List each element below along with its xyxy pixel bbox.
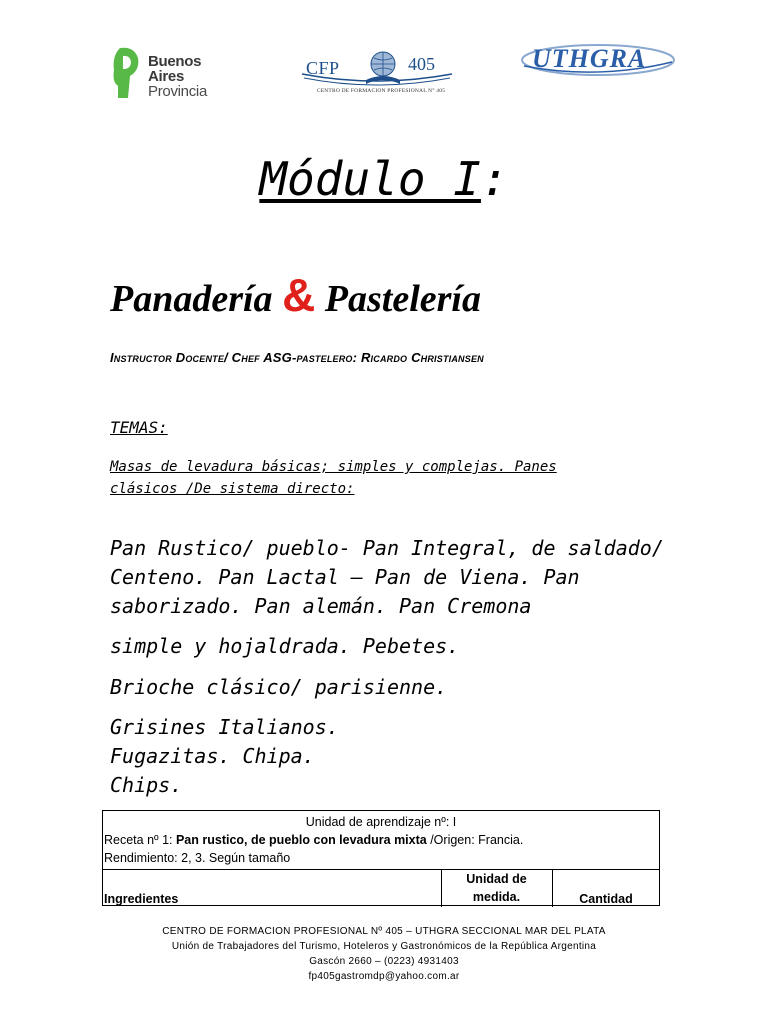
- uthgra-text: UTHGRA: [532, 44, 647, 73]
- column-unidad-medida: Unidad de medida.: [441, 870, 553, 907]
- unidad-aprendizaje: Unidad de aprendizaje nº: I: [305, 815, 457, 829]
- column-cantidad: Cantidad: [579, 892, 633, 906]
- temas-heading: TEMAS:: [110, 418, 168, 437]
- buenos-aires-logo: [110, 44, 230, 102]
- column-ingredientes: Ingredientes: [103, 870, 442, 907]
- paragraph-panes: Pan Rustico/ pueblo- Pan Integral, de saldado/ Centeno. Pan Lactal – Pan de Viena. Pan saborizado. Pan alemán. Pan Cremona: [110, 536, 664, 618]
- rendimiento-line: Rendimiento: 2, 3. Según tamaño: [104, 851, 291, 865]
- paragraph-brioche: Brioche clásico/ parisienne.: [110, 675, 448, 699]
- cfp-subtitle: CENTRO DE FORMACION PROFESIONAL N° 405: [316, 88, 446, 94]
- page-footer: [0, 924, 768, 984]
- ampersand: &: [282, 269, 316, 321]
- cfp-405-logo: [296, 44, 458, 100]
- footer-line-1: CENTRO DE FORMACION PROFESIONAL Nº 405 – UTHGRA SECCIONAL MAR DEL PLATA: [162, 926, 606, 937]
- paragraph-grisines: Grisines Italianos.: [110, 715, 339, 739]
- instructor-line: Instructor Docente/ Chef ASG-pastelero: Ricardo Christiansen: [110, 350, 484, 365]
- module-title: Módulo I:: [259, 152, 509, 206]
- masas-description: Masas de levadura básicas; simples y complejas. Panes clásicos /De sistema directo:: [110, 459, 557, 497]
- cfp-number-text: 405: [408, 54, 435, 74]
- recipe-header-row: [103, 811, 659, 870]
- receta-line: Receta nº 1: Pan rustico, de pueblo con levadura mixta /Origen: Francia.: [104, 833, 524, 847]
- cfp-text: CFP: [306, 58, 340, 78]
- buenos-aires-emblem-icon: [110, 46, 142, 100]
- paragraph-fugazitas: Fugazitas. Chipa.: [110, 744, 315, 768]
- buenos-aires-text: Buenos Aires Provincia: [148, 53, 207, 100]
- table-column-headers: [103, 870, 659, 907]
- paragraph-chips: Chips.: [110, 773, 183, 797]
- footer-email: fp405gastromdp@yahoo.com.ar: [308, 971, 460, 982]
- recipe-table: [102, 810, 660, 906]
- globe-book-icon: [362, 50, 404, 86]
- course-subtitle: Panadería & Pastelería: [110, 269, 481, 321]
- footer-line-3: Gascón 2660 – (0223) 4931403: [309, 956, 459, 967]
- paragraph-pebetes: simple y hojaldrada. Pebetes.: [110, 634, 460, 658]
- uthgra-logo: [520, 40, 676, 80]
- footer-line-2: Unión de Trabajadores del Turismo, Hoteleros y Gastronómicos de la República Argentina: [171, 941, 597, 952]
